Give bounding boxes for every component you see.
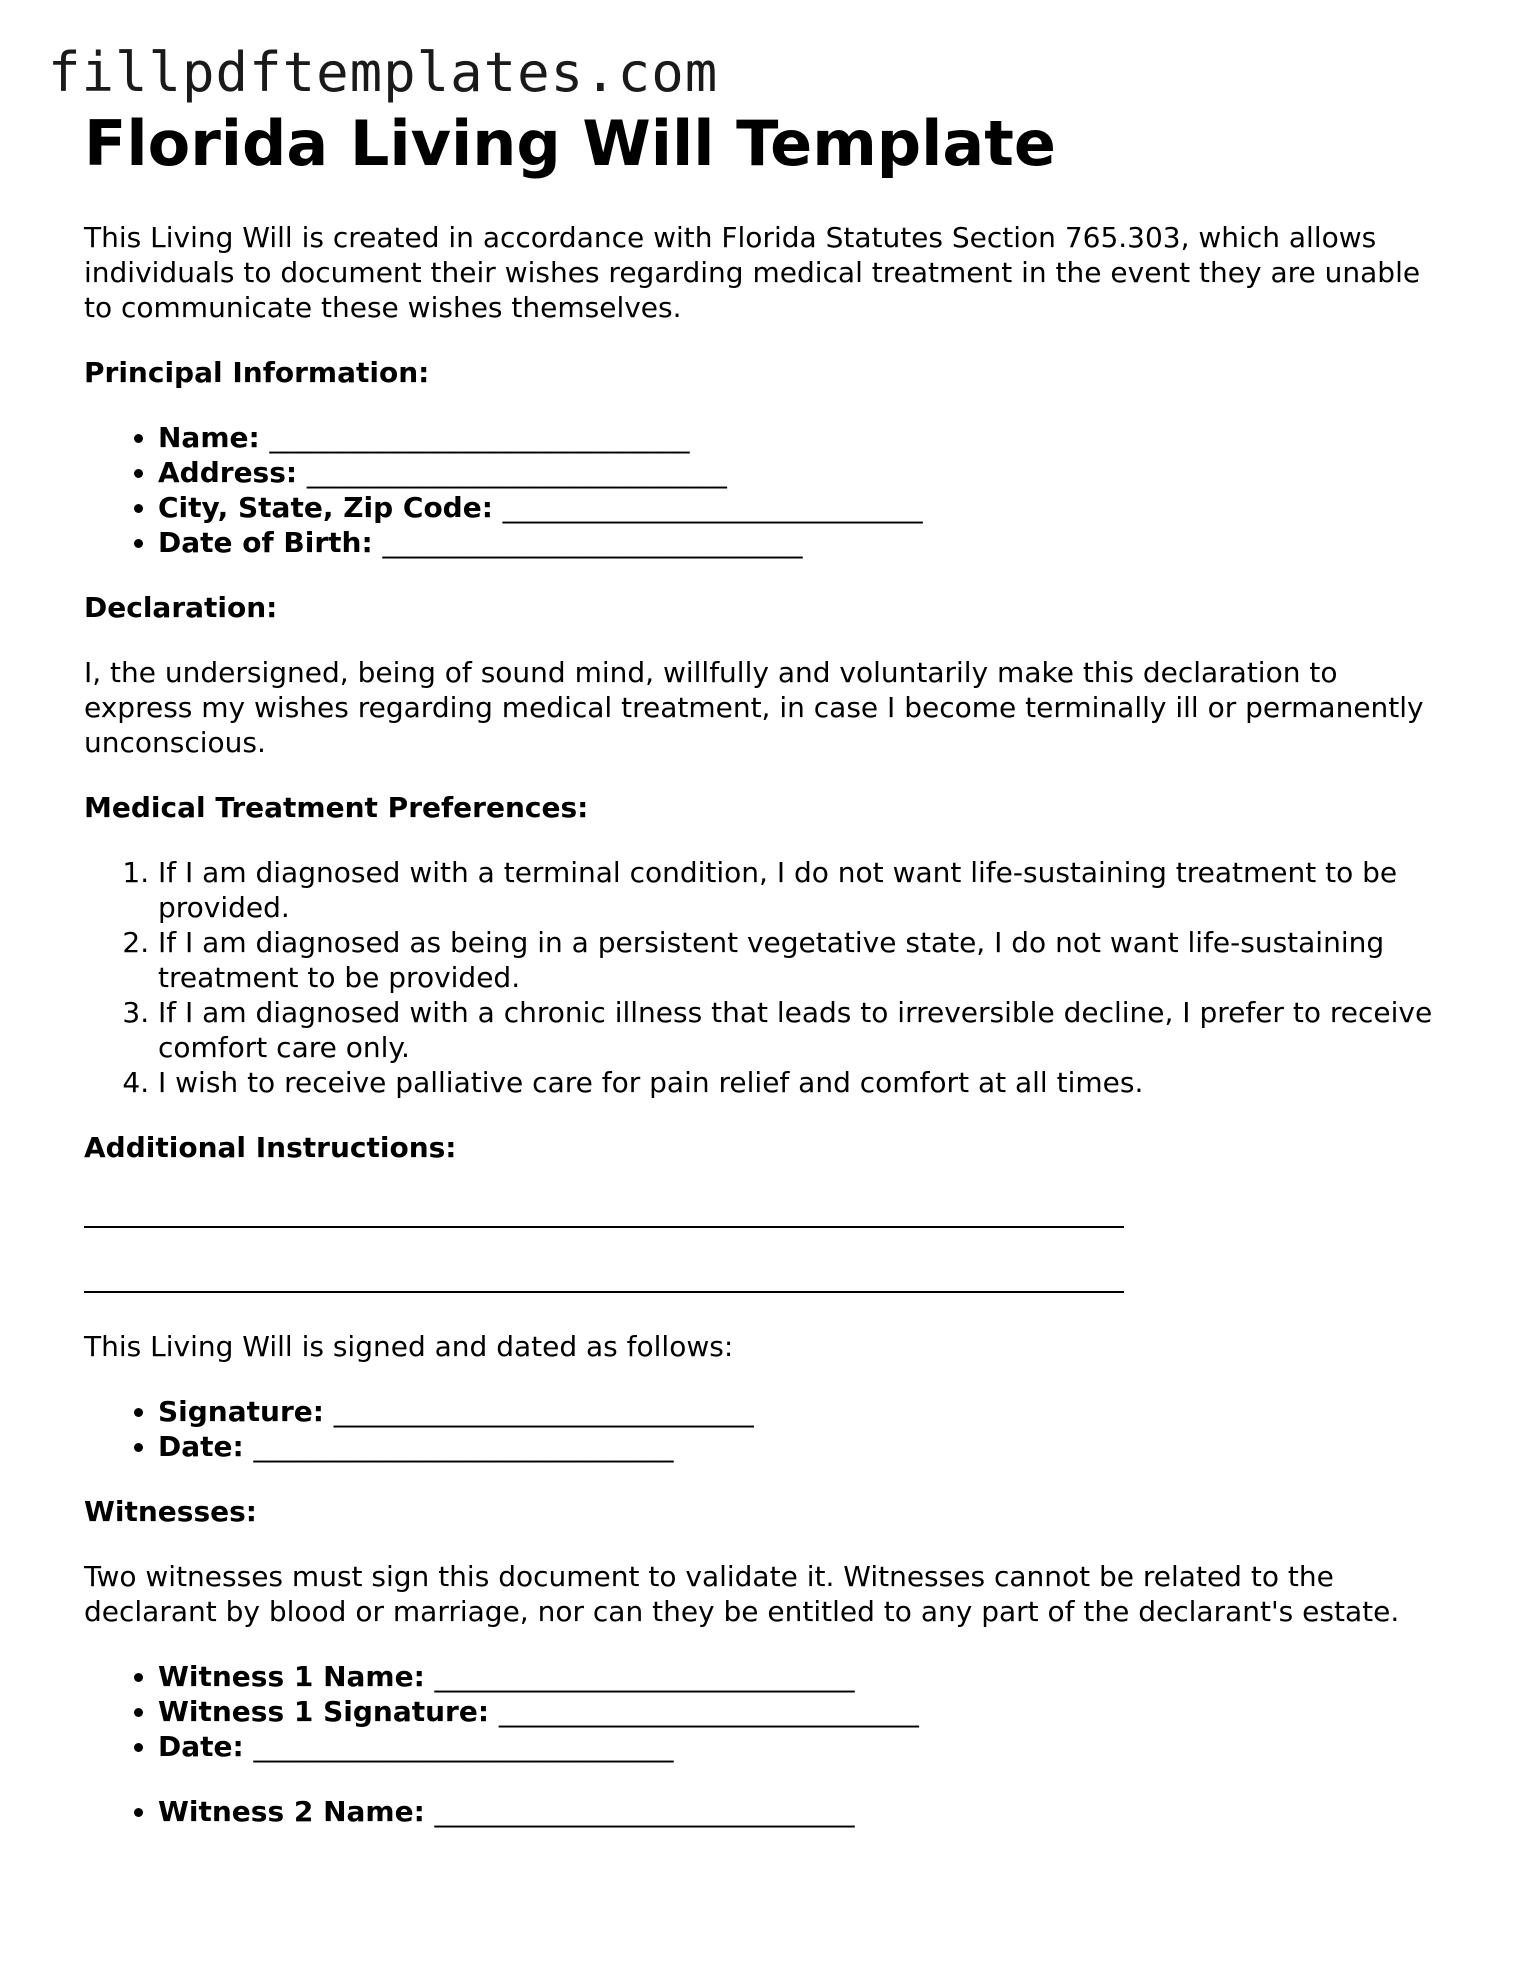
document: [84, 108, 1444, 1829]
preferences-heading: Medical Treatment Preferences:: [84, 791, 589, 824]
field-date-of-birth[interactable]: [158, 525, 1444, 560]
field-blank[interactable]: ______________________________: [253, 1430, 674, 1463]
field-blank[interactable]: ______________________________: [382, 526, 803, 559]
field-label: Date:: [158, 1730, 244, 1763]
field-witness-1-signature[interactable]: [158, 1694, 1444, 1729]
signing-fields-list: [84, 1394, 1444, 1464]
signing-paragraph: This Living Will is signed and dated as follows:: [84, 1330, 734, 1363]
field-label: Address:: [158, 456, 298, 489]
field-name[interactable]: [158, 420, 1444, 455]
witnesses-heading: Witnesses:: [84, 1495, 257, 1528]
field-witness-2-name[interactable]: [158, 1794, 1444, 1829]
field-label: Witness 1 Signature:: [158, 1695, 490, 1728]
field-blank[interactable]: ______________________________: [306, 456, 727, 489]
preference-item: 4. I wish to receive palliative care for pain relief and comfort at all times.: [158, 1065, 1444, 1100]
field-date[interactable]: [158, 1429, 1444, 1464]
preference-item: 2. If I am diagnosed as being in a persistent vegetative state, I do not want life-sustaining treatment to be provided.: [158, 925, 1444, 995]
principal-fields-list: [84, 420, 1444, 560]
witness-2-fields-list: [84, 1794, 1444, 1829]
field-blank[interactable]: ______________________________: [502, 491, 923, 524]
page-title: Florida Living Will Template: [84, 107, 1056, 180]
preferences-list: [84, 855, 1444, 1100]
additional-instructions-line-1[interactable]: [84, 1199, 1124, 1234]
watermark: fillpdftemplates.com: [48, 41, 719, 104]
principal-heading: Principal Information:: [84, 356, 430, 389]
field-blank[interactable]: ______________________________: [333, 1395, 754, 1428]
preference-item: 3. If I am diagnosed with a chronic illness that leads to irreversible decline, I prefer to receive comfort care only.: [158, 995, 1444, 1065]
field-blank[interactable]: ______________________________: [434, 1660, 855, 1693]
field-blank[interactable]: ______________________________: [498, 1695, 919, 1728]
field-label: Date:: [158, 1430, 244, 1463]
field-label: Name:: [158, 421, 260, 454]
field-blank[interactable]: ______________________________: [434, 1795, 855, 1828]
additional-instructions-line-2[interactable]: [84, 1264, 1124, 1299]
field-blank[interactable]: ______________________________: [269, 421, 690, 454]
intro-paragraph: This Living Will is created in accordance with Florida Statutes Section 765.303, which allows individuals to document their wishes regarding medical treatment in the event they are unable to communicate these wishes themselves.: [84, 221, 1421, 324]
field-label: Witness 1 Name:: [158, 1660, 425, 1693]
field-witness-1-name[interactable]: [158, 1659, 1444, 1694]
field-label: Witness 2 Name:: [158, 1795, 425, 1828]
field-label: Signature:: [158, 1395, 324, 1428]
field-label: Date of Birth:: [158, 526, 373, 559]
field-blank[interactable]: ______________________________: [253, 1730, 674, 1763]
declaration-heading: Declaration:: [84, 591, 278, 624]
declaration-paragraph: I, the undersigned, being of sound mind, willfully and voluntarily make this declaration to express my wishes regarding medical treatment, in case I become terminally ill or permanently unconscious.: [84, 656, 1424, 759]
field-address[interactable]: [158, 455, 1444, 490]
field-label: City, State, Zip Code:: [158, 491, 493, 524]
field-city-state-zip[interactable]: [158, 490, 1444, 525]
witness-1-fields-list: [84, 1659, 1444, 1764]
witnesses-paragraph: Two witnesses must sign this document to validate it. Witnesses cannot be related to the declarant by blood or marriage, nor can they be entitled to any part of the declarant's estate.: [84, 1560, 1400, 1628]
field-witness-1-date[interactable]: [158, 1729, 1444, 1764]
preference-item: 1. If I am diagnosed with a terminal condition, I do not want life-sustaining treatment to be provided.: [158, 855, 1444, 925]
field-signature[interactable]: [158, 1394, 1444, 1429]
additional-instructions-heading: Additional Instructions:: [84, 1131, 457, 1164]
